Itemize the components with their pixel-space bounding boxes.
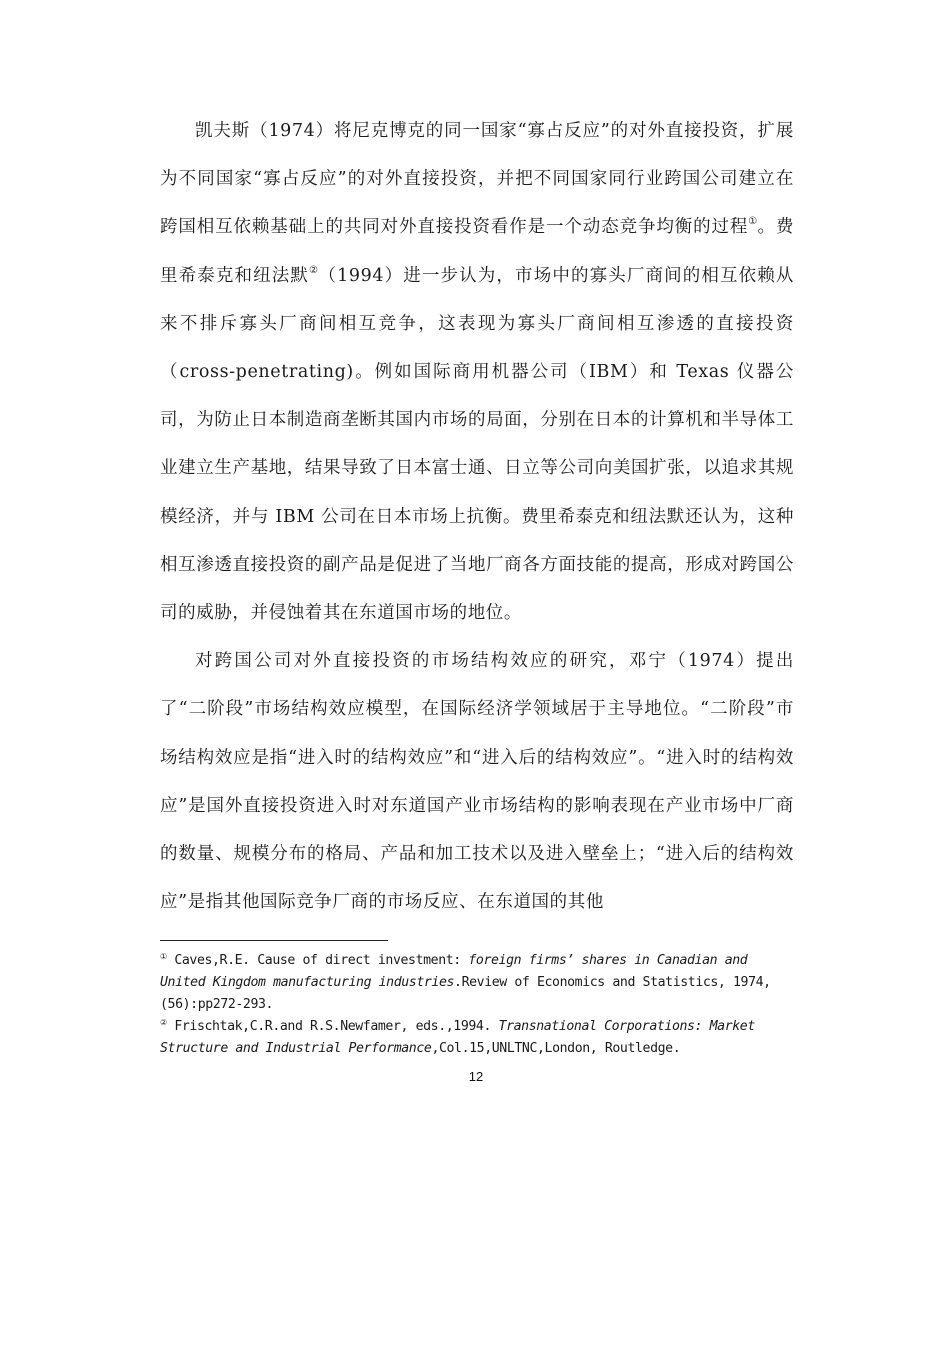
paragraph-2 [160, 637, 794, 926]
footnote-2 [160, 1016, 796, 1060]
footnote-2-title: Transnational Corporations: Market Structure and Industrial Performance [160, 1019, 755, 1056]
paragraph-1-part-2: 。费里希泰克和纽法默 [160, 217, 794, 286]
footnotes [160, 950, 796, 1060]
main-text [160, 107, 794, 926]
footnote-1-marker: ① [160, 952, 167, 961]
paragraph-1-part-3: （1994）进一步认为，市场中的寡头厂商间的相互依赖从来不排斥寡头厂商间相互竞争，这表现为寡头厂商间相互渗透的直接投资（cross-penetrating)。例如国际商用机器公司（IBM）和 Texas 仪器公司，为防止日本制造商垄断其国内市场的局面，分别在日本的计算机和半导体工业建立生产基地，结果导致了日本富士通、日立等公司向美国扩张，以追求其规模经济，并与 IBM 公司在日本市场上抗衡。费里希泰克和纽法默还认为，这种相互渗透直接投资的副产品是促进了当地厂商各方面技能的提高，形成对跨国公司的威胁，并侵蚀着其在东道国市场的地位。 [160, 265, 794, 624]
footnote-1-tail: .Review of Economics and Statistics, 1974,(56):pp272-293. [160, 975, 771, 1012]
paragraph-1 [160, 107, 794, 637]
paragraph-1-part-1: 凯夫斯（1974）将尼克博克的同一国家“寡占反应”的对外直接投资，扩展为不同国家“寡占反应”的对外直接投资，并把不同国家同行业跨国公司建立在跨国相互依赖基础上的共同对外直接投资看作是一个动态竞争均衡的过程 [160, 121, 794, 238]
footnote-separator [160, 940, 388, 941]
page-number: 12 [468, 1069, 484, 1084]
footnote-2-tail: ,Col.15,UNLTNC,London, Routledge. [431, 1041, 681, 1056]
paragraph-2-text: 对跨国公司对外直接投资的市场结构效应的研究，邓宁（1974）提出了“二阶段”市场结构效应模型，在国际经济学领域居于主导地位。“二阶段”市场结构效应是指“进入时的结构效应”和“进入后的结构效应”。“进入时的结构效应”是国外直接投资进入时对东道国产业市场结构的影响表现在产业市场中厂商的数量、规模分布的格局、产品和加工技术以及进入壁垒上；“进入后的结构效应”是指其他国际竞争厂商的市场反应、在东道国的其他 [160, 651, 794, 913]
footnote-1 [160, 950, 796, 1016]
footnote-1-lead: Caves,R.E. Cause of direct investment: [166, 953, 469, 968]
footnote-2-lead: Frischtak,C.R.and R.S.Newfamer, eds.,1994. [166, 1019, 499, 1034]
footnote-1-title: foreign firms’ shares in Canadian and United Kingdom manufacturing industries [160, 953, 748, 990]
footnote-ref-2[interactable]: ② [309, 264, 319, 276]
footnote-ref-1[interactable]: ① [748, 216, 758, 228]
footnote-2-marker: ② [160, 1018, 167, 1027]
